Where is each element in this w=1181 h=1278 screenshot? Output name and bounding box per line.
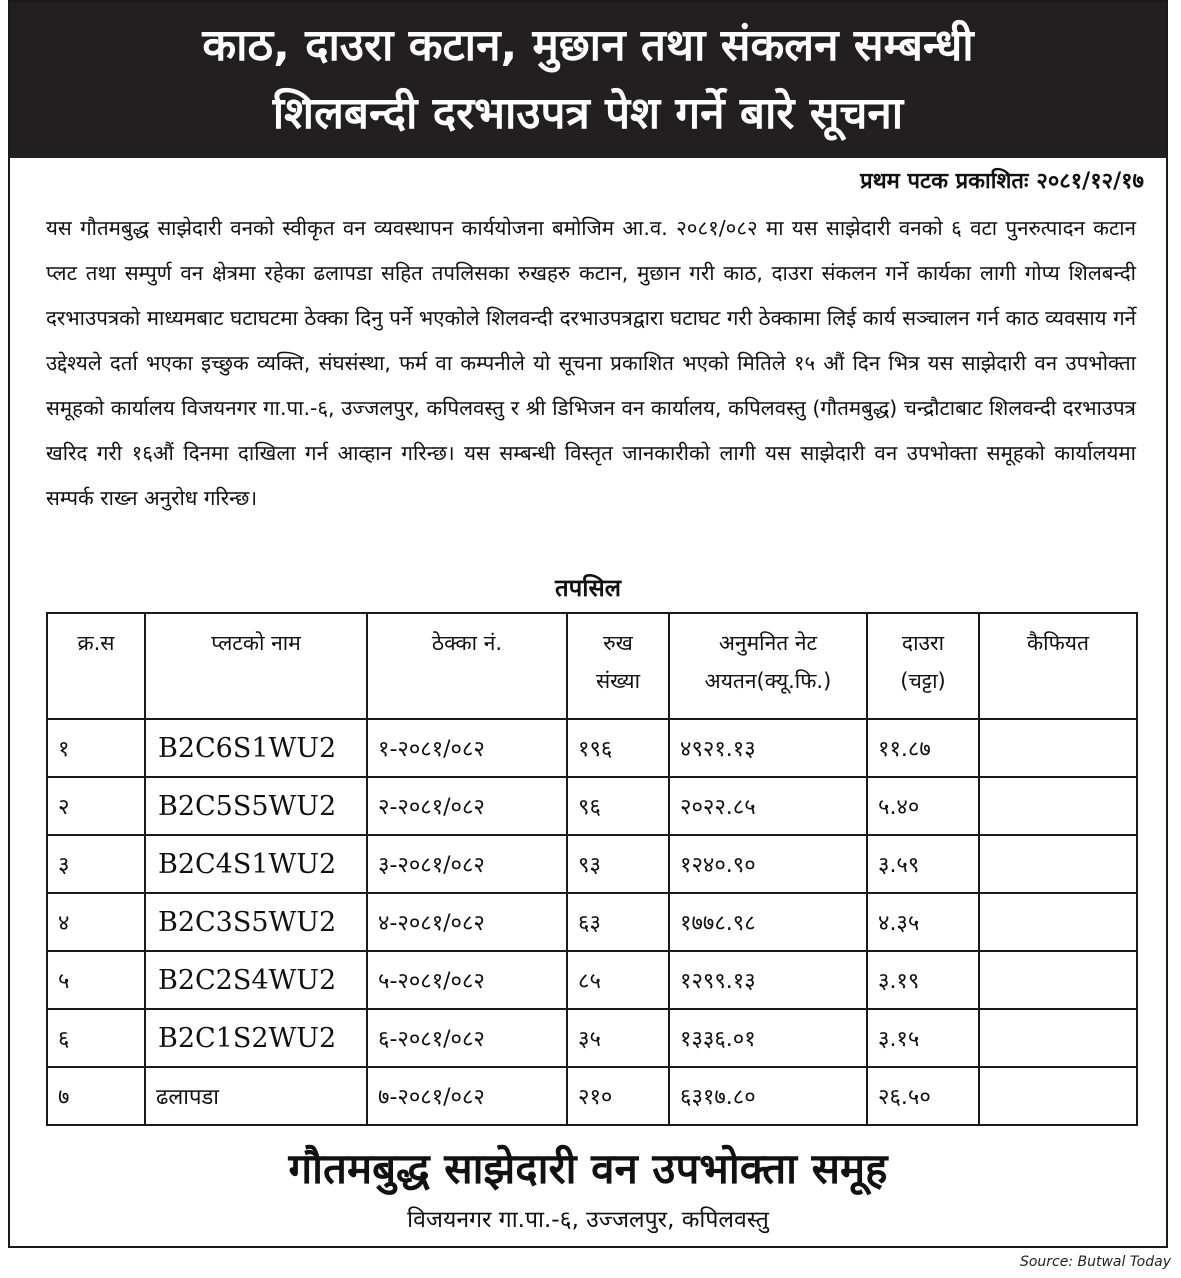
cell-remarks	[979, 951, 1137, 1009]
table-caption: तपसिल	[554, 574, 622, 602]
cell-trees: ९६	[567, 777, 669, 835]
header-firewood-l1: दाउरा	[901, 631, 945, 655]
cell-sn: ७	[47, 1067, 145, 1125]
header-plot-name: प्लटको नाम	[145, 613, 367, 719]
table-header-row	[47, 613, 1137, 719]
cell-trees: ३५	[567, 1009, 669, 1067]
cell-plot: B2C3S5WU2	[145, 893, 367, 951]
cell-contract: ५-२०८१/०८२	[367, 951, 567, 1009]
cell-sn: ३	[47, 835, 145, 893]
cell-remarks	[979, 777, 1137, 835]
header-tree-count	[567, 613, 669, 719]
header-sn: क्र.स	[47, 613, 145, 719]
cell-volume: १२९९.१३	[669, 951, 867, 1009]
cell-sn: १	[47, 719, 145, 777]
cell-firewood: ११.८७	[867, 719, 979, 777]
cell-firewood: ३.१९	[867, 951, 979, 1009]
cell-trees: १९६	[567, 719, 669, 777]
cell-sn: ६	[47, 1009, 145, 1067]
table-row	[47, 893, 1137, 951]
header-remarks: कैफियत	[979, 613, 1137, 719]
cell-contract: ३-२०८१/०८२	[367, 835, 567, 893]
header-firewood-l2: (चट्टा)	[900, 669, 946, 693]
cell-plot: B2C1S2WU2	[145, 1009, 367, 1067]
header-volume-l1: अनुमनित नेट	[718, 631, 818, 655]
cell-volume: १३३६.०१	[669, 1009, 867, 1067]
notice-title-line2: शिलबन्दी दरभाउपत्र पेश गर्ने बारे सूचना	[272, 88, 904, 139]
cell-trees: ६३	[567, 893, 669, 951]
cell-plot: B2C4S1WU2	[145, 835, 367, 893]
cell-plot: B2C2S4WU2	[145, 951, 367, 1009]
cell-remarks	[979, 719, 1137, 777]
cell-volume: १२४०.९०	[669, 835, 867, 893]
header-volume-l2: अयतन(क्यू.फि.)	[704, 669, 832, 693]
header-volume	[669, 613, 867, 719]
table-row	[47, 719, 1137, 777]
cell-firewood: ३.१५	[867, 1009, 979, 1067]
cell-trees: ९३	[567, 835, 669, 893]
publication-date-line	[860, 166, 1144, 198]
cell-sn: २	[47, 777, 145, 835]
header-tree-count-l1: रुख	[603, 631, 633, 655]
cell-firewood: २६.५०	[867, 1067, 979, 1125]
publication-date: २०८१/१२/१७	[1036, 169, 1144, 194]
cell-contract: ४-२०८१/०८२	[367, 893, 567, 951]
cell-remarks	[979, 1009, 1137, 1067]
cell-contract: ७-२०८१/०८२	[367, 1067, 567, 1125]
cell-contract: २-२०८१/०८२	[367, 777, 567, 835]
table-row	[47, 835, 1137, 893]
table-row	[47, 777, 1137, 835]
cell-plot: B2C6S1WU2	[145, 719, 367, 777]
header-tree-count-l2: संख्या	[595, 669, 641, 693]
cell-volume: ४९२१.१३	[669, 719, 867, 777]
cell-firewood: ४.३५	[867, 893, 979, 951]
cell-contract: १-२०८१/०८२	[367, 719, 567, 777]
cell-trees: ८५	[567, 951, 669, 1009]
cell-remarks	[979, 835, 1137, 893]
table-row	[47, 951, 1137, 1009]
cell-volume: ६३१७.८०	[669, 1067, 867, 1125]
cell-volume: २०२२.८५	[669, 777, 867, 835]
cell-remarks	[979, 893, 1137, 951]
table-row	[47, 1067, 1137, 1125]
table-row	[47, 1009, 1137, 1067]
cell-volume: १७७८.९८	[669, 893, 867, 951]
cell-contract: ६-२०८१/०८२	[367, 1009, 567, 1067]
cell-sn: ५	[47, 951, 145, 1009]
notice-header	[10, 2, 1166, 158]
details-table	[46, 612, 1138, 1126]
cell-plot: ढलापडा	[145, 1067, 367, 1125]
notice-body: यस गौतमबुद्ध साझेदारी वनको स्वीकृत वन व्यवस्थापन कार्ययोजना बमोजिम आ.व. २०८१/०८२ मा यस साझेदारी वनको ६ वटा पुनरुत्पादन कटान प्लट तथा सम्पुर्ण वन क्षेत्रमा रहेका ढलापडा सहित तपलिसका रुखहरु कटान, मुछान गरी काठ, दाउरा संकलन गर्ने कार्यका लागी गोप्य शिलबन्दी दरभाउपत्रको माध्यमबाट घटाघटमा ठेक्का दिनु पर्ने भएकोले शिलवन्दी दरभाउपत्रद्वारा घटाघट गरी ठेक्कामा लिई कार्य सञ्चालन गर्न काठ व्यवसाय गर्ने उद्देश्यले दर्ता भएका इच्छुक व्यक्ति, संघसंस्था, फर्म वा कम्पनीले यो सूचना प्रकाशित भएको मितिले १५ औं दिन भित्र यस साझेदारी वन उपभोक्ता समूहको कार्यालय विजयनगर गा.पा.-६, उज्जलपुर, कपिलवस्तु र श्री डिभिजन वन कार्यालय, कपिलवस्तु (गौतमबुद्ध) चन्द्रौटाबाट शिलवन्दी दरभाउपत्र खरिद गरी १६औं दिनमा दाखिला गर्न आव्हान गरिन्छ। यस सम्बन्धी विस्तृत जानकारीको लागी यस साझेदारी वन उपभोक्ता समूहको कार्यालयमा सम्पर्क राख्न अनुरोध गरिन्छ।	[46, 216, 1136, 510]
cell-remarks	[979, 1067, 1137, 1125]
notice-frame	[8, 0, 1168, 1248]
cell-firewood: ३.५९	[867, 835, 979, 893]
publication-label: प्रथम पटक प्रकाशितः	[860, 169, 1029, 194]
organization-name: गौतमबुद्ध साझेदारी वन उपभोक्ता समूह	[288, 1144, 888, 1193]
notice-title-line1: काठ, दाउरा कटान, मुछान तथा संकलन सम्बन्धी	[202, 20, 974, 71]
cell-plot: B2C5S5WU2	[145, 777, 367, 835]
cell-firewood: ५.४०	[867, 777, 979, 835]
header-firewood	[867, 613, 979, 719]
cell-sn: ४	[47, 893, 145, 951]
organization-address: विजयनगर गा.पा.-६, उज्जलपुर, कपिलवस्तु	[407, 1207, 769, 1233]
source-credit: Source: Butwal Today	[1019, 1254, 1171, 1270]
header-contract-no: ठेक्का नं.	[367, 613, 567, 719]
cell-trees: २१०	[567, 1067, 669, 1125]
